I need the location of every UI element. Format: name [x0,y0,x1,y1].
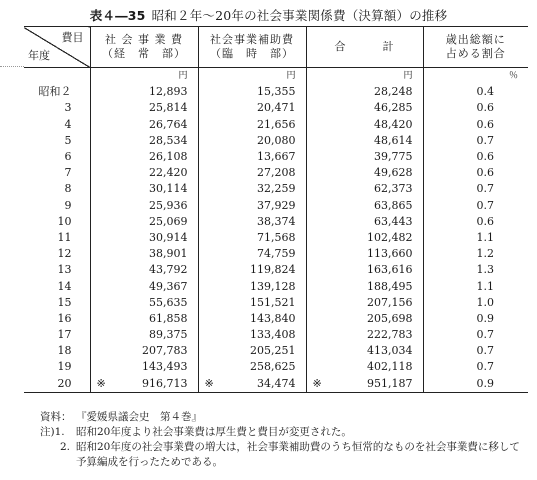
total-cell: 205,698 [306,311,423,327]
regular-expense-cell: 49,367 [90,278,198,294]
subsidy-expense-cell: 37,929 [198,198,306,214]
total-cell: 49,628 [306,165,423,181]
social-welfare-expense-table [24,26,528,393]
subsidy-expense-cell: 205,251 [198,343,306,359]
subsidy-expense-cell: 13,667 [198,149,306,165]
footnote-2: 2. 昭和20年度の社会事業費の増大は，社会事業補助費のうち恒常的なものを社会事業費に移して予算編成を行ったためである。 [59,441,520,468]
table-row [24,311,528,327]
total-cell: 207,156 [306,295,423,311]
regular-expense-cell: 55,635 [90,295,198,311]
subsidy-expense-cell: 119,824 [198,262,306,278]
regular-expense-cell: 26,108 [90,149,198,165]
regular-expense-cell: 61,858 [90,311,198,327]
dotted-margin-line [0,66,24,67]
subsidy-expense-cell: 38,374 [198,214,306,230]
table-title [0,6,537,24]
header-ratio: 歳出総額に 占める割合 [423,27,528,68]
ratio-cell: 0.7 [423,327,528,343]
total-cell: 163,616 [306,262,423,278]
year-cell: 12 [57,247,72,261]
subsidy-expense-cell: 32,259 [198,181,306,197]
total-cell: 413,034 [306,343,423,359]
total-cell: 28,248 [306,84,423,100]
ratio-cell: 1.3 [423,262,528,278]
regular-expense-cell: 22,420 [90,165,198,181]
units-row [24,68,528,85]
footnote-mark: ※ [96,376,106,390]
unit-yen: 円 [90,68,198,85]
year-cell: 6 [64,150,72,164]
year-cell: 17 [57,328,72,342]
ratio-cell: 0.6 [423,165,528,181]
total-cell: 113,660 [306,246,423,262]
regular-expense-cell: 25,814 [90,100,198,116]
ratio-cell: 0.6 [423,214,528,230]
total-cell: 48,420 [306,117,423,133]
ratio-cell: 0.4 [423,84,528,100]
regular-expense-cell: 28,534 [90,133,198,149]
year-cell: 14 [57,279,72,293]
subsidy-expense-cell: 15,355 [198,84,306,100]
year-cell: 20 [24,376,90,393]
regular-expense-cell: 26,764 [90,117,198,133]
table-row [24,117,528,133]
regular-expense-cell: 30,114 [90,181,198,197]
subsidy-expense-cell: 74,759 [198,246,306,262]
year-cell: 昭和２ [38,85,72,99]
regular-expense-cell: 12,893 [90,84,198,100]
table-row [24,376,528,393]
table-row [24,84,528,100]
header-fiscal-year: 年度 [28,49,50,62]
regular-expense-cell: 143,493 [90,359,198,375]
table-row [24,100,528,116]
ratio-cell: 1.2 [423,246,528,262]
regular-expense-cell: 207,783 [90,343,198,359]
total-cell: 63,865 [306,198,423,214]
total-cell: ※ 951,187 [306,376,423,393]
subsidy-expense-cell: 27,208 [198,165,306,181]
table-row [24,149,528,165]
regular-expense-cell: 25,936 [90,198,198,214]
table-row [24,262,528,278]
regular-expense-cell: 30,914 [90,230,198,246]
table-row [24,230,528,246]
year-cell: 13 [57,263,72,277]
regular-expense-cell: ※ 916,713 [90,376,198,393]
year-cell: 5 [64,133,72,147]
ratio-cell: 0.6 [423,100,528,116]
table-row [24,246,528,262]
total-cell: 62,373 [306,181,423,197]
subsidy-expense-cell: 258,625 [198,359,306,375]
ratio-cell: 0.7 [423,133,528,149]
table-notes [40,410,530,470]
subsidy-expense-cell: 21,656 [198,117,306,133]
year-cell: 3 [64,101,72,115]
year-cell: 10 [57,214,72,228]
footnote-mark: ※ [312,376,322,390]
footnote-mark: ※ [204,376,214,390]
table-row [24,343,528,359]
table-row [24,133,528,149]
ratio-cell: 0.6 [423,117,528,133]
table-row [24,198,528,214]
ratio-cell: 0.9 [423,311,528,327]
subsidy-expense-cell: ※ 34,474 [198,376,306,393]
table-title-text: 昭和２年～20年の社会事業関係費（決算額）の推移 [151,8,448,23]
table-row [24,295,528,311]
ratio-cell: 0.9 [423,376,528,393]
table-row [24,327,528,343]
unit-yen: 円 [198,68,306,85]
year-cell: 19 [57,360,72,374]
table-row [24,165,528,181]
total-cell: 63,443 [306,214,423,230]
total-cell: 402,118 [306,359,423,375]
ratio-cell: 0.7 [423,343,528,359]
total-cell: 222,783 [306,327,423,343]
header-total: 合 計 [306,27,423,68]
diagonal-header-cell [24,27,90,68]
ratio-cell: 1.0 [423,295,528,311]
total-cell: 46,285 [306,100,423,116]
subsidy-expense-cell: 151,521 [198,295,306,311]
subsidy-expense-cell: 71,568 [198,230,306,246]
unit-percent: ％ [423,68,528,85]
year-cell: 8 [64,182,72,196]
subsidy-expense-cell: 143,840 [198,311,306,327]
year-cell: 18 [57,344,72,358]
footnote-1: 注)1. 昭和20年度より社会事業費は厚生費と費目が変更された。 [40,426,352,438]
regular-expense-cell: 43,792 [90,262,198,278]
table-number: 表４―35 [89,8,146,23]
year-cell: 16 [57,311,72,325]
year-cell: 7 [64,166,72,180]
ratio-cell: 1.1 [423,230,528,246]
year-cell: 11 [57,230,72,244]
year-cell: 9 [64,198,72,212]
subsidy-expense-cell: 20,471 [198,100,306,116]
subsidy-expense-cell: 20,080 [198,133,306,149]
regular-expense-cell: 38,901 [90,246,198,262]
header-expense-item: 費目 [61,31,84,44]
ratio-cell: 0.7 [423,181,528,197]
header-regular-expense: 社 会 事 業 費 （経 常 部） [90,27,198,68]
source-note: 資料： 『愛媛県議会史 第４巻』 [40,411,202,423]
header-subsidy-expense: 社会事業補助費 （臨 時 部） [198,27,306,68]
year-cell: 4 [64,117,72,131]
total-cell: 48,614 [306,133,423,149]
subsidy-expense-cell: 133,408 [198,327,306,343]
table-row [24,278,528,294]
year-cell: 15 [57,295,72,309]
total-cell: 188,495 [306,278,423,294]
ratio-cell: 0.6 [423,149,528,165]
ratio-cell: 0.7 [423,359,528,375]
unit-yen: 円 [306,68,423,85]
ratio-cell: 0.7 [423,198,528,214]
table-header-row [24,27,528,68]
total-cell: 39,775 [306,149,423,165]
regular-expense-cell: 25,069 [90,214,198,230]
subsidy-expense-cell: 139,128 [198,278,306,294]
total-cell: 102,482 [306,230,423,246]
ratio-cell: 1.1 [423,278,528,294]
table-row [24,181,528,197]
regular-expense-cell: 89,375 [90,327,198,343]
table-row [24,359,528,375]
table-row [24,214,528,230]
